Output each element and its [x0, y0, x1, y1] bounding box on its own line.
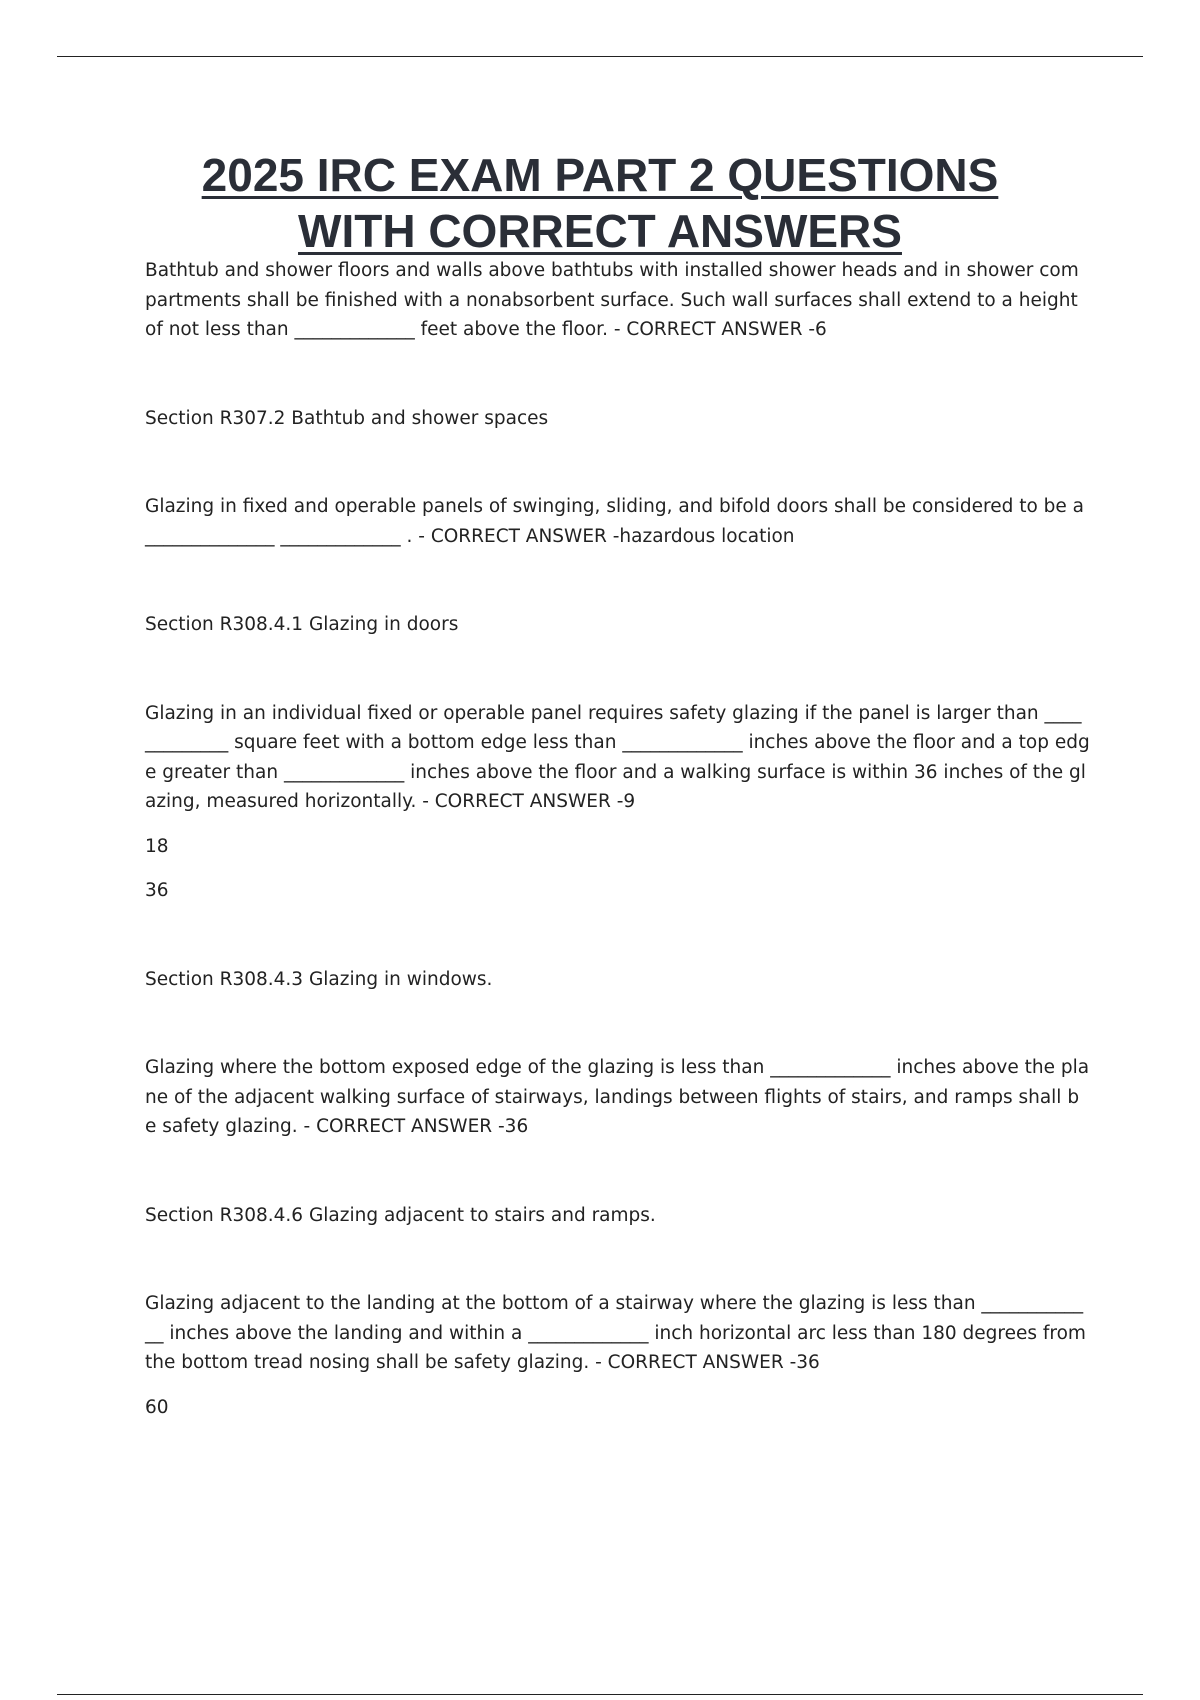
bottom-rule	[57, 1694, 1143, 1695]
answer-extra-value: 18	[145, 835, 169, 857]
section-reference: Section R307.2 Bathtub and shower spaces	[145, 407, 549, 429]
section-reference: Section R308.4.6 Glazing adjacent to stairs and ramps.	[145, 1204, 656, 1226]
answer-extra-value: 36	[145, 880, 169, 901]
title-line-2: WITH CORRECT ANSWERS	[298, 205, 902, 257]
question-text: Bathtub and shower floors and walls above bathtubs with installed shower heads and in shower compartments shall be finished with a nonabsorbent surface. Such wall surfaces shall extend to a height of not less than _____________ feet above the floor. - CORRECT ANSWER -6	[145, 260, 1079, 340]
question-text: Glazing in fixed and operable panels of swinging, sliding, and bifold doors shall be considered to be a ______________ _____________ . - CORRECT ANSWER -hazardous location	[145, 496, 1085, 547]
title-line-1: 2025 IRC EXAM PART 2 QUESTIONS	[201, 149, 999, 201]
answer-extra-value: 60	[145, 1396, 169, 1418]
question-text: Glazing in an individual fixed or operable panel requires safety glazing if the panel is larger than _____________ square feet with a bottom edge less than _____________ inches above the floor and a top edge greater than _____________ inches above the floor and a walking surface is within 36 inches of the glazing, measured horizontally. - CORRECT ANSWER -9	[145, 702, 1090, 812]
top-rule	[57, 56, 1143, 57]
question-text: Glazing adjacent to the landing at the bottom of a stairway where the glazing is less than _____________ inches above the landing and within a _____________ inch horizontal arc less than 180 degrees from the bottom tread nosing shall be safety glazing. - CORRECT ANSWER -36	[145, 1293, 1086, 1373]
section-reference: Section R308.4.3 Glazing in windows.	[145, 968, 493, 990]
question-text: Glazing where the bottom exposed edge of the glazing is less than _____________ inches above the plane of the adjacent walking surface of stairways, landings between flights of stairs, and ramps shall be safety glazing. - CORRECT ANSWER -36	[145, 1057, 1090, 1137]
document-body	[145, 256, 1090, 1422]
section-reference: Section R308.4.1 Glazing in doors	[145, 614, 459, 635]
document-title	[60, 147, 1140, 259]
